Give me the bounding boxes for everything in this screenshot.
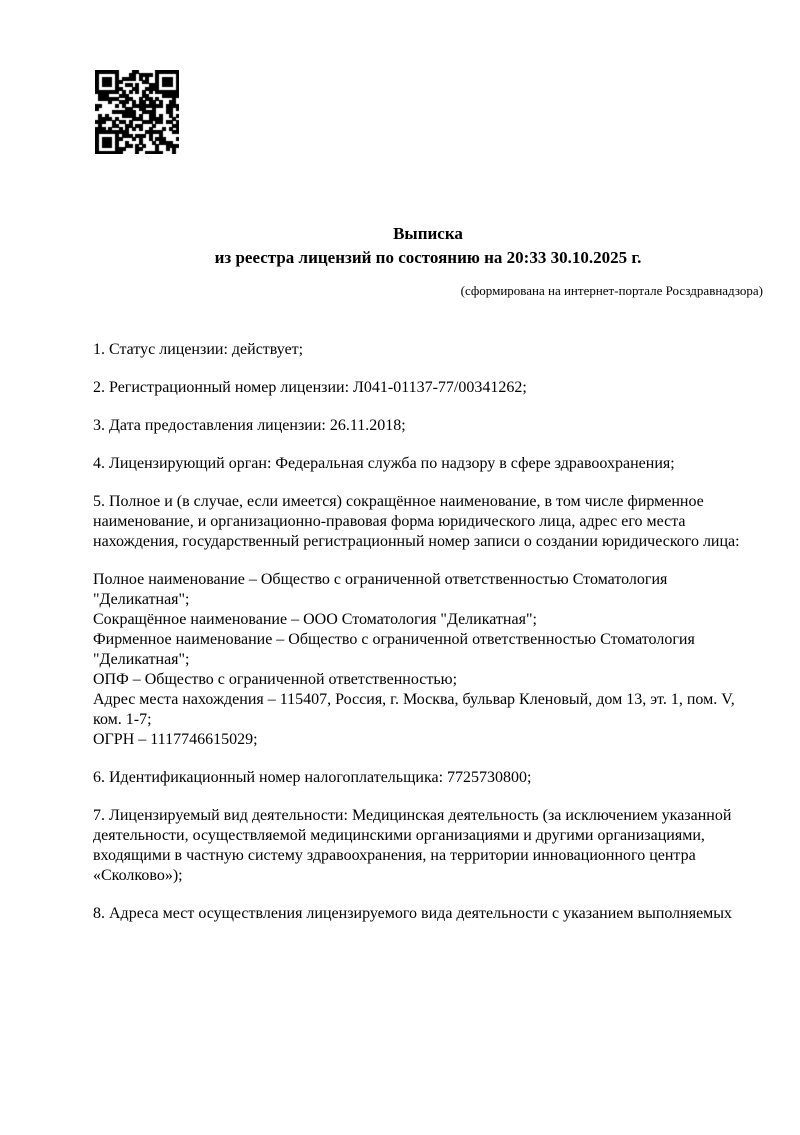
licensed-activity: 7. Лицензируемый вид деятельности: Медицинская деятельность (за исключением указанной деятельности, осуществляемой медицинскими организациями и другими организациями, входящими в частную систему здравоохранения, на территории инновационного центра «Сколково»);	[93, 807, 732, 884]
license-grant-date: 3. Дата предоставления лицензии: 26.11.2018;	[93, 417, 406, 434]
license-reg-number: 2. Регистрационный номер лицензии: Л041-01137-77/00341262;	[93, 379, 527, 396]
document-title-line1: Выписка	[393, 224, 463, 243]
licensing-authority: 4. Лицензирующий орган: Федеральная служба по надзору в сфере здравоохранения;	[93, 455, 675, 472]
org-brand-name: Фирменное наименование – Общество с ограниченной ответственностью Стоматология "Деликатная";	[93, 631, 695, 668]
org-info-heading: 5. Полное и (в случае, если имеется) сокращённое наименование, в том числе фирменное наименование, и организационно-правовая форма юридического лица, адрес его места нахождения, государственный регистрационный номер записи о создании юридического лица:	[93, 493, 740, 550]
qr-code-image	[95, 70, 179, 154]
license-status: 1. Статус лицензии: действует;	[93, 341, 304, 358]
taxpayer-id: 6. Идентификационный номер налогоплательщика: 7725730800;	[93, 769, 532, 786]
org-ogrn: ОГРН – 1117746615029;	[93, 731, 258, 748]
qr-code	[95, 70, 179, 154]
org-short-name: Сокращённое наименование – ООО Стоматология "Деликатная";	[93, 611, 537, 628]
license-extract-page	[0, 70, 800, 1135]
org-details-block	[93, 570, 763, 750]
document-content	[93, 222, 763, 924]
org-full-name: Полное наименование – Общество с ограниченной ответственностью Стоматология "Деликатная";	[93, 571, 668, 608]
org-address: Адрес места нахождения – 115407, Россия, г. Москва, бульвар Кленовый, дом 13, эт. 1, пом. V, ком. 1-7;	[93, 691, 735, 728]
activity-addresses-heading: 8. Адреса мест осуществления лицензируемого вида деятельности с указанием выполняемых	[93, 905, 733, 922]
org-legal-form: ОПФ – Общество с ограниченной ответственностью;	[93, 671, 458, 688]
document-subtitle: (сформирована на интернет-портале Росздравнадзора)	[460, 283, 763, 298]
document-title-line2: из реестра лицензий по состоянию на 20:33 30.10.2025 г.	[214, 248, 642, 267]
